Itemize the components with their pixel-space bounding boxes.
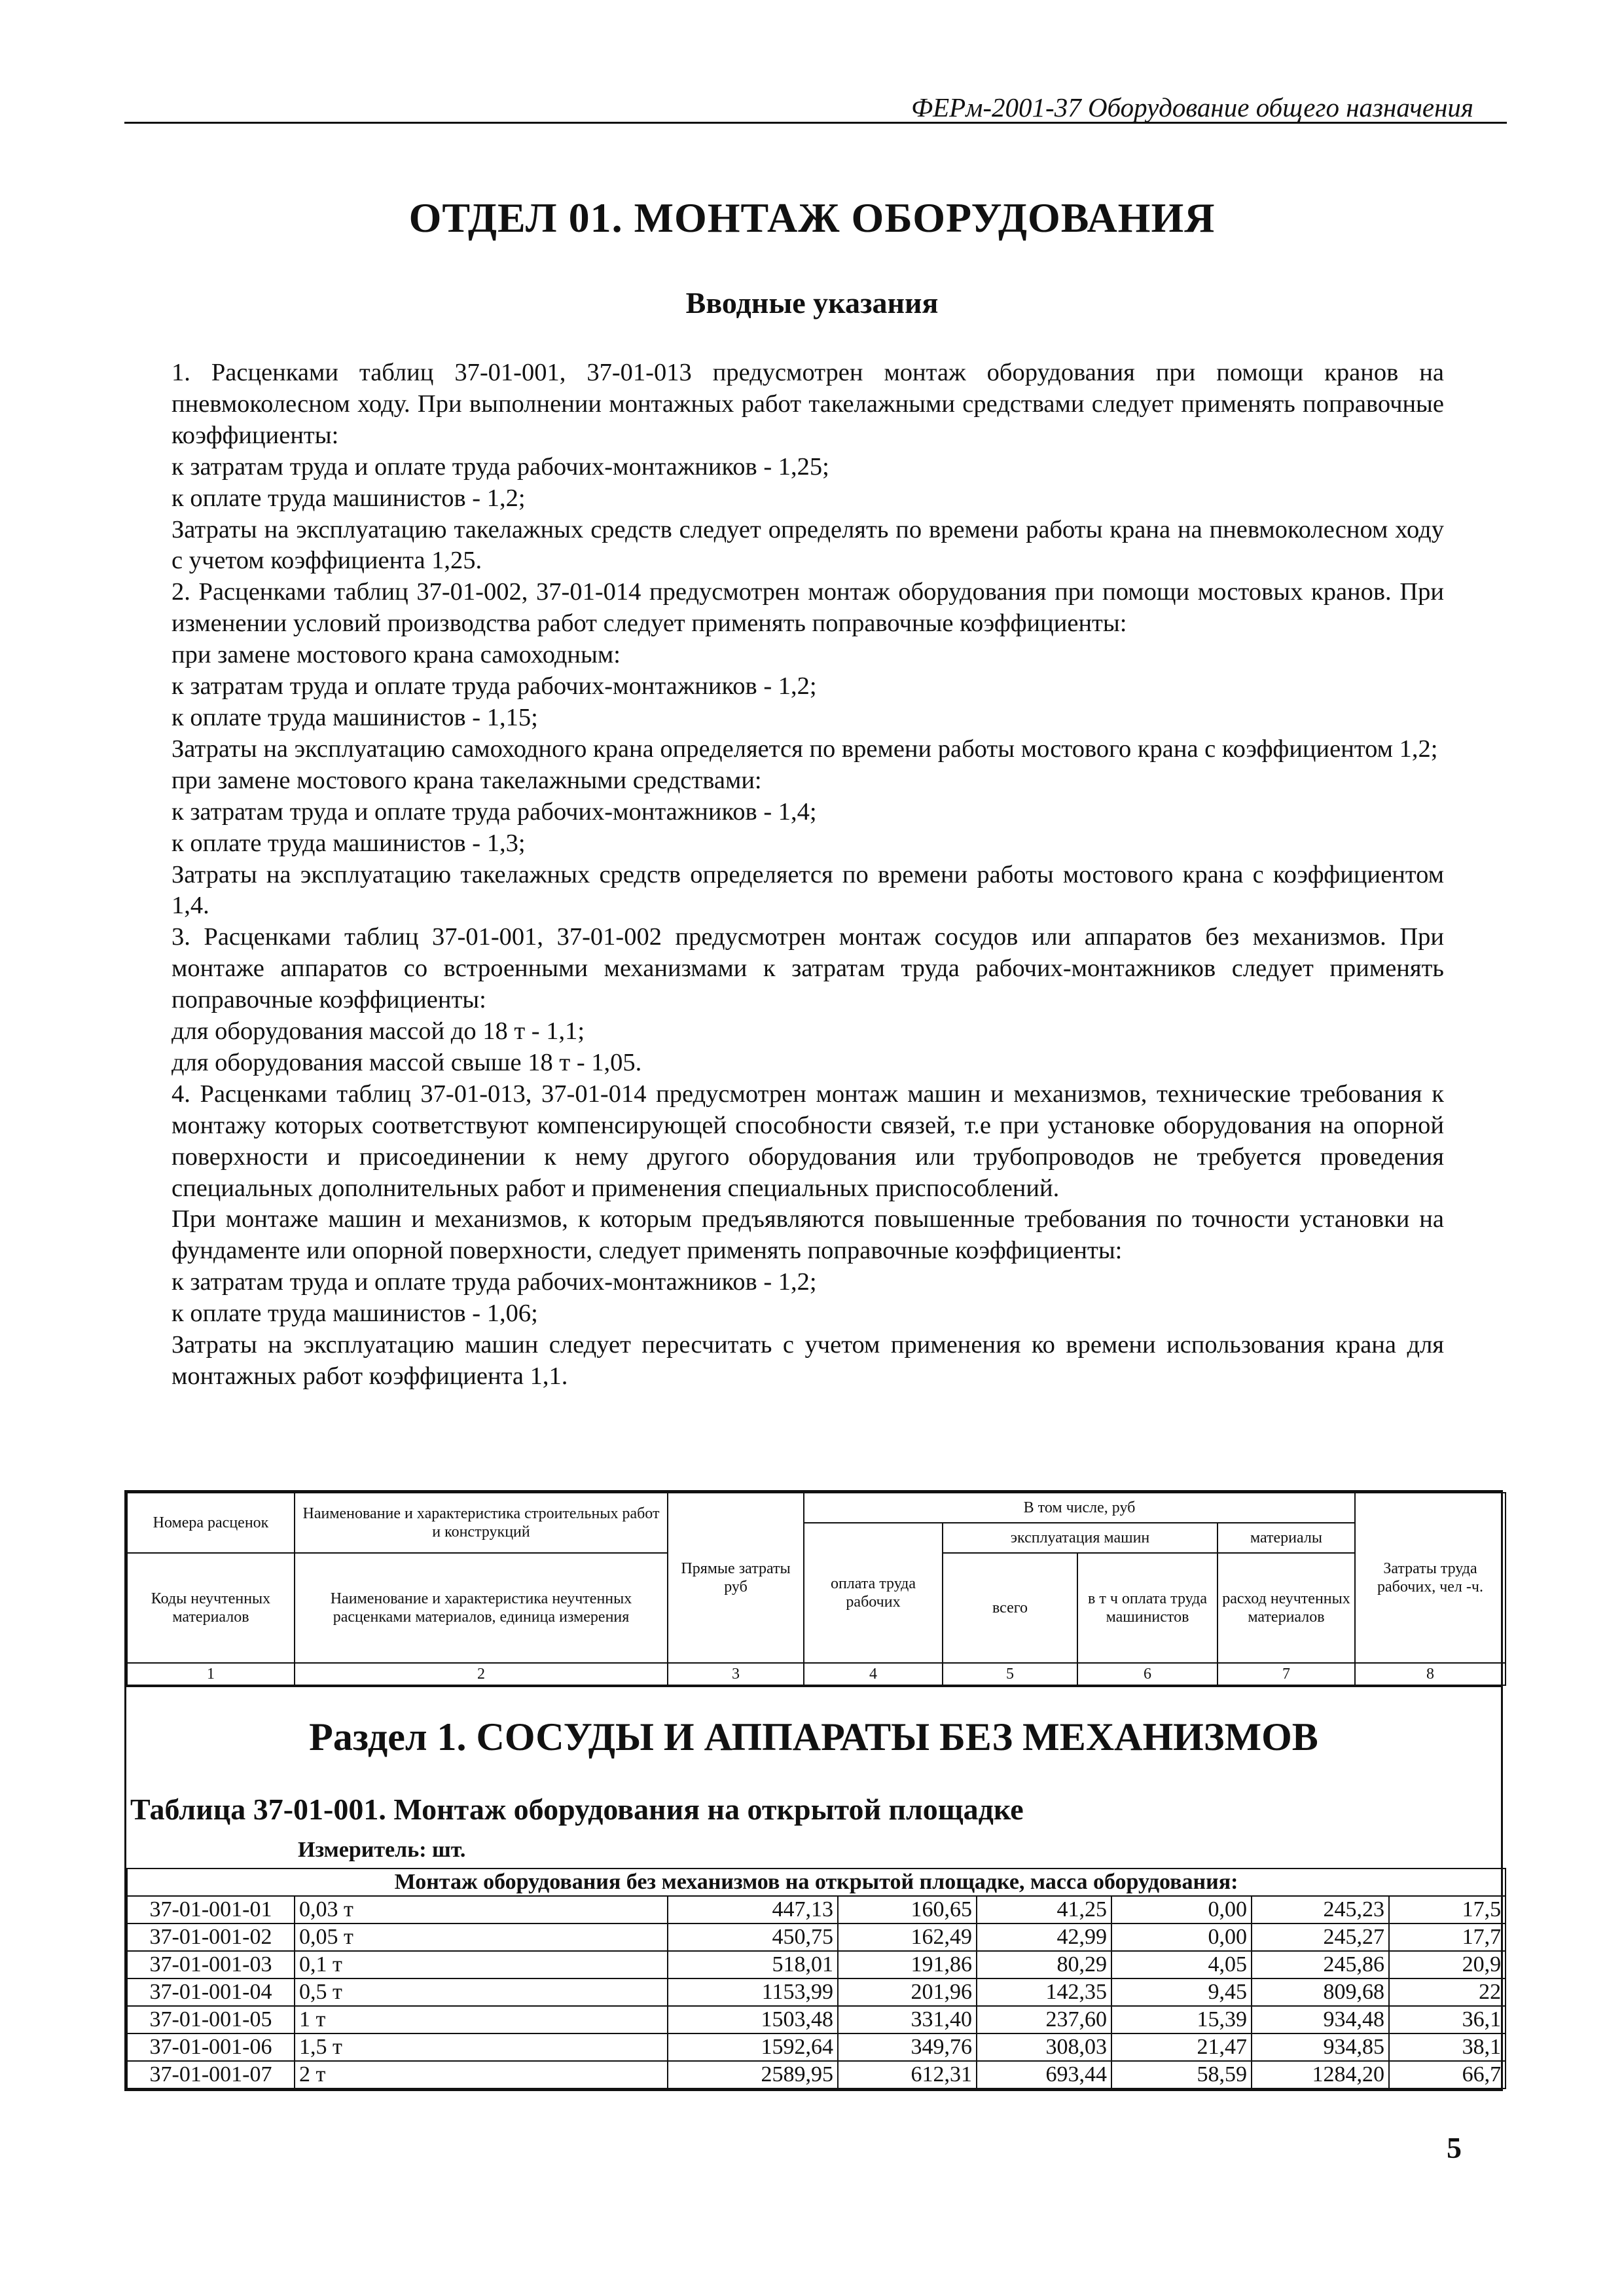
materials: 809,68 <box>1252 1978 1389 2006</box>
header-material-consumption: расход неучтенных материалов <box>1218 1553 1355 1663</box>
machines-total: 308,03 <box>977 2033 1111 2061</box>
materials: 934,85 <box>1252 2033 1389 2061</box>
machines-total: 80,29 <box>977 1951 1111 1978</box>
machinists-pay: 58,59 <box>1111 2061 1252 2088</box>
direct-costs: 518,01 <box>668 1951 838 1978</box>
paragraph: Затраты на эксплуатацию самоходного крана определяется по времени работы мостового крана с коэффициентом 1,2; <box>171 735 1438 763</box>
machines-total: 42,99 <box>977 1923 1111 1951</box>
meter <box>126 1832 1501 1868</box>
rate-mass: 0,05 т <box>295 1923 668 1951</box>
direct-costs: 2589,95 <box>668 2061 838 2088</box>
direct-costs: 1592,64 <box>668 2033 838 2061</box>
workers-pay: 612,31 <box>838 2061 977 2088</box>
workers-pay: 201,96 <box>838 1978 977 2006</box>
labor-costs: 17,5 <box>1389 1896 1506 1923</box>
page-subtitle: Вводные указания <box>685 286 939 319</box>
rate-code: 37-01-001-07 <box>127 2061 295 2088</box>
rate-mass: 1,5 т <box>295 2033 668 2061</box>
column-number: 6 <box>1077 1663 1218 1685</box>
direct-costs: 1503,48 <box>668 2006 838 2033</box>
paragraph: к затратам труда и оплате труда рабочих-монтажников - 1,2; <box>171 672 817 701</box>
header-including: В том числе, руб <box>804 1493 1355 1523</box>
column-number: 8 <box>1355 1663 1506 1685</box>
rate-mass: 0,03 т <box>295 1896 668 1923</box>
header-work-name: Наименование и характеристика строительных работ и конструкций <box>295 1493 668 1553</box>
table-title: Таблица 37-01-001. Монтаж оборудования на открытой площадке <box>130 1793 1024 1826</box>
paragraph: 1. Расценками таблиц 37-01-001, 37-01-013 предусмотрен монтаж оборудования при помощи кранов на пневмоколесном ходу. При выполнении монтажных работ такелажными средствами следует применять поправочные коэффициенты: <box>171 359 1444 449</box>
column-number: 4 <box>804 1663 943 1685</box>
header-rate-numbers: Номера расценок <box>127 1493 295 1553</box>
rate-code: 37-01-001-02 <box>127 1923 295 1951</box>
table-row <box>127 2006 1506 2033</box>
header-rule <box>124 122 1507 124</box>
intro-text <box>128 357 1444 1393</box>
labor-costs: 36,1 <box>1389 2006 1506 2033</box>
workers-pay: 162,49 <box>838 1923 977 1951</box>
workers-pay: 349,76 <box>838 2033 977 2061</box>
column-number: 5 <box>943 1663 1077 1685</box>
table-row <box>127 2061 1506 2088</box>
paragraph: 4. Расценками таблиц 37-01-013, 37-01-014 предусмотрен монтаж машин и механизмов, технические требования к монтажу которых соответствуют компенсирующей способности связей, т.е при установке оборудования на опорной поверхности и присоединении к нему другого оборудования или трубопроводов не требуется проведения специальных дополнительных работ и применения специальных приспособлений. <box>171 1080 1444 1202</box>
paragraph: для оборудования массой свыше 18 т - 1,05. <box>171 1048 642 1076</box>
table-row <box>127 1896 1506 1923</box>
running-header: ФЕРм-2001-37 Оборудование общего назначения <box>911 92 1473 122</box>
column-number: 2 <box>295 1663 668 1685</box>
paragraph: к оплате труда машинистов - 1,2; <box>171 484 526 512</box>
paragraph: 2. Расценками таблиц 37-01-002, 37-01-014 предусмотрен монтаж оборудования при помощи мостовых кранов. При изменении условий производства работ следует применять поправочные коэффициенты: <box>171 578 1444 638</box>
meter-label: Измеритель: <box>298 1838 427 1862</box>
paragraph: для оборудования массой до 18 т - 1,1; <box>171 1017 585 1046</box>
paragraph: к затратам труда и оплате труда рабочих-монтажников - 1,25; <box>171 452 829 481</box>
machinists-pay: 21,47 <box>1111 2033 1252 2061</box>
paragraph: При монтаже машин и механизмов, к которым предъявляются повышенные требования по точности установки на фундаменте или опорной поверхности, следует применять поправочные коэффициенты: <box>171 1205 1444 1265</box>
machinists-pay: 0,00 <box>1111 1923 1252 1951</box>
header-machines-operation: эксплуатация машин <box>943 1523 1218 1553</box>
header-material-name: Наименование и характеристика неучтенных расценками материалов, единица измерения <box>295 1553 668 1663</box>
header-materials: материалы <box>1218 1523 1355 1553</box>
paragraph: Затраты на эксплуатацию машин следует пересчитать с учетом применения ко времени использования крана для монтажных работ коэффициента 1,1. <box>171 1331 1444 1390</box>
group-row: Монтаж оборудования без механизмов на открытой площадке, масса оборудования: <box>127 1869 1506 1896</box>
machinists-pay: 4,05 <box>1111 1951 1252 1978</box>
rate-code: 37-01-001-05 <box>127 2006 295 2033</box>
rate-mass: 0,1 т <box>295 1951 668 1978</box>
materials: 934,48 <box>1252 2006 1389 2033</box>
rate-mass: 2 т <box>295 2061 668 2088</box>
paragraph: при замене мостового крана такелажными средствами: <box>171 766 762 794</box>
labor-costs: 20,9 <box>1389 1951 1506 1978</box>
paragraph: Затраты на эксплуатацию такелажных средств определяется по времени работы мостового крана с коэффициентом 1,4. <box>171 860 1444 920</box>
column-number: 3 <box>668 1663 804 1685</box>
labor-costs: 38,1 <box>1389 2033 1506 2061</box>
rates-data <box>126 1868 1506 2089</box>
machines-total: 237,60 <box>977 2006 1111 2033</box>
page-number: 5 <box>1447 2131 1462 2164</box>
rates-table <box>124 1490 1503 2091</box>
header-workers-pay: оплата труда рабочих <box>804 1523 943 1663</box>
materials: 1284,20 <box>1252 2061 1389 2088</box>
machinists-pay: 15,39 <box>1111 2006 1252 2033</box>
paragraph: к оплате труда машинистов - 1,15; <box>171 703 538 731</box>
rate-code: 37-01-001-03 <box>127 1951 295 1978</box>
direct-costs: 1153,99 <box>668 1978 838 2006</box>
workers-pay: 160,65 <box>838 1896 977 1923</box>
column-number: 1 <box>127 1663 295 1685</box>
header-labor-costs: Затраты труда рабочих, чел -ч. <box>1355 1493 1506 1663</box>
labor-costs: 22 <box>1389 1978 1506 2006</box>
table-header <box>126 1492 1506 1686</box>
table-row <box>127 1978 1506 2006</box>
header-material-codes: Коды неучтенных материалов <box>127 1553 295 1663</box>
direct-costs: 450,75 <box>668 1923 838 1951</box>
table-row <box>127 2033 1506 2061</box>
workers-pay: 191,86 <box>838 1951 977 1978</box>
materials: 245,27 <box>1252 1923 1389 1951</box>
paragraph: при замене мостового крана самоходным: <box>171 641 621 669</box>
paragraph: к оплате труда машинистов - 1,06; <box>171 1300 538 1328</box>
rate-code: 37-01-001-01 <box>127 1896 295 1923</box>
header-machines-total: всего <box>943 1553 1077 1663</box>
machines-total: 693,44 <box>977 2061 1111 2088</box>
machines-total: 41,25 <box>977 1896 1111 1923</box>
workers-pay: 331,40 <box>838 2006 977 2033</box>
labor-costs: 66,7 <box>1389 2061 1506 2088</box>
table-row <box>127 1951 1506 1978</box>
machines-total: 142,35 <box>977 1978 1111 2006</box>
section-title: Раздел 1. СОСУДЫ И АППАРАТЫ БЕЗ МЕХАНИЗМОВ <box>126 1686 1501 1787</box>
paragraph: к оплате труда машинистов - 1,3; <box>171 829 526 857</box>
machinists-pay: 0,00 <box>1111 1896 1252 1923</box>
header-direct-costs: Прямые затраты руб <box>668 1493 804 1663</box>
paragraph: к затратам труда и оплате труда рабочих-монтажников - 1,2; <box>171 1268 817 1296</box>
paragraph: 3. Расценками таблиц 37-01-001, 37-01-002 предусмотрен монтаж сосудов или аппаратов без механизмов. При монтаже аппаратов со встроенными механизмами к затратам труда рабочих-монтажников следует применять поправочные коэффициенты: <box>171 923 1444 1014</box>
table-row <box>127 1923 1506 1951</box>
rate-code: 37-01-001-06 <box>127 2033 295 2061</box>
paragraph: Затраты на эксплуатацию такелажных средств следует определять по времени работы крана на пневмоколесном ходу с учетом коэффициента 1,25. <box>171 515 1444 575</box>
materials: 245,23 <box>1252 1896 1389 1923</box>
direct-costs: 447,13 <box>668 1896 838 1923</box>
meter-value: шт. <box>432 1838 466 1862</box>
machinists-pay: 9,45 <box>1111 1978 1252 2006</box>
column-number: 7 <box>1218 1663 1355 1685</box>
labor-costs: 17,7 <box>1389 1923 1506 1951</box>
paragraph: к затратам труда и оплате труда рабочих-монтажников - 1,4; <box>171 797 817 826</box>
page-title: ОТДЕЛ 01. МОНТАЖ ОБОРУДОВАНИЯ <box>408 194 1216 241</box>
rate-mass: 0,5 т <box>295 1978 668 2006</box>
rate-code: 37-01-001-04 <box>127 1978 295 2006</box>
header-machinists-pay: в т ч оплата труда машинистов <box>1077 1553 1218 1663</box>
rate-mass: 1 т <box>295 2006 668 2033</box>
materials: 245,86 <box>1252 1951 1389 1978</box>
